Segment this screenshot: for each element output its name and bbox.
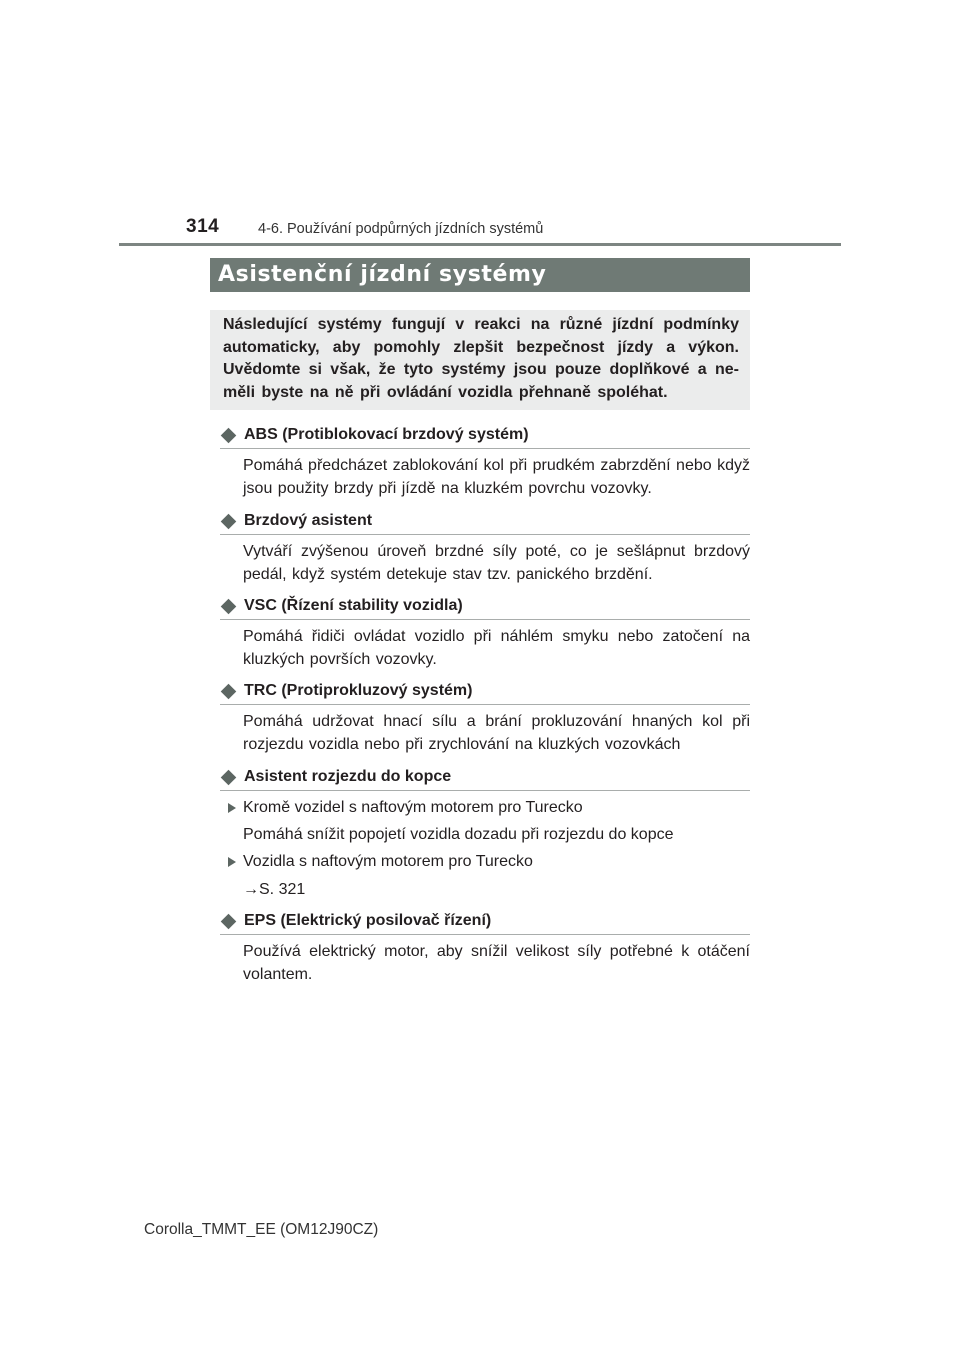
diamond-bullet-icon [221,427,237,443]
footer-model-code: Corolla_TMMT_EE (OM12J90CZ) [144,1221,379,1238]
intro-box [210,310,750,410]
feature-heading [220,593,750,620]
variant-label-text: Kromě vozidel s naftovým motorem pro Turecko [243,799,583,816]
feature-title: Asistent rozjezdu do kopce [244,768,452,785]
feature-description: Pomáhá předcházet zablokování kol při prudkém zabrzdění nebo když jsou použity brzdy při jízdě na kluzkém povrchu vozovky. [243,457,750,497]
triangle-bullet-icon [228,857,236,867]
feature-title: TRC (Protiprokluzový systém) [244,682,473,699]
triangle-bullet-icon [228,803,236,813]
section-title: Asistenční jízdní systémy [210,258,750,292]
header-divider [119,243,841,246]
intro-text: Následující systémy fungují v reakci na různé jízdní podmínky automaticky, aby pomohly zlepšit bezpečnost jízdy a výkon. Uvědomte si však, že tyto systémy jsou pouze doplňkové a ne-měli byste na ně při ovládání vozidla přehnaně spoléhat. [223,316,739,401]
feature-title: Brzdový asistent [244,512,373,529]
feature-heading [220,508,750,535]
feature-heading [220,422,750,449]
diamond-bullet-icon [221,598,237,614]
feature-heading [220,908,750,935]
variant-label-text: Vozidla s naftovým motorem pro Turecko [243,853,533,870]
diamond-bullet-icon [221,683,237,699]
feature-trc [220,678,750,756]
feature-title: ABS (Protiblokovací brzdový systém) [244,426,529,443]
feature-description: Používá elektrický motor, aby snížil velikost síly potřebné k otáčení volantem. [243,943,750,983]
chapter-title: 4-6. Používání podpůrných jízdních systémů [258,221,544,237]
page-number: 314 [186,216,220,237]
diamond-bullet-icon [221,513,237,529]
variant-label [243,797,583,819]
feature-heading [220,764,750,791]
feature-title: EPS (Elektrický posilovač řízení) [244,912,492,929]
variant-text: Pomáhá snížit popojetí vozidla dozadu při rozjezdu do kopce [243,826,674,843]
feature-heading [220,678,750,705]
feature-vsc [220,593,750,671]
variant-label [243,851,533,873]
feature-eps [220,908,750,986]
feature-hill-start-assist [220,764,750,791]
feature-description: Pomáhá řidiči ovládat vozidlo při náhlém smyku nebo zatočení na kluzkých površích vozovky. [243,628,750,668]
diamond-bullet-icon [221,769,237,785]
feature-brake-assist [220,508,750,586]
diamond-bullet-icon [221,913,237,929]
page-reference[interactable]: →S. 321 [243,881,306,898]
feature-title: VSC (Řízení stability vozidla) [244,597,463,614]
feature-description: Vytváří zvýšenou úroveň brzdné síly poté, co je sešlápnut brzdový pedál, když systém detekuje stav tzv. panického brzdění. [243,543,750,583]
feature-abs [220,422,750,500]
feature-description: Pomáhá udržovat hnací sílu a brání prokluzování hnaných kol při rozjezdu vozidla nebo při zrychlování na kluzkých vozovkách [243,713,750,753]
